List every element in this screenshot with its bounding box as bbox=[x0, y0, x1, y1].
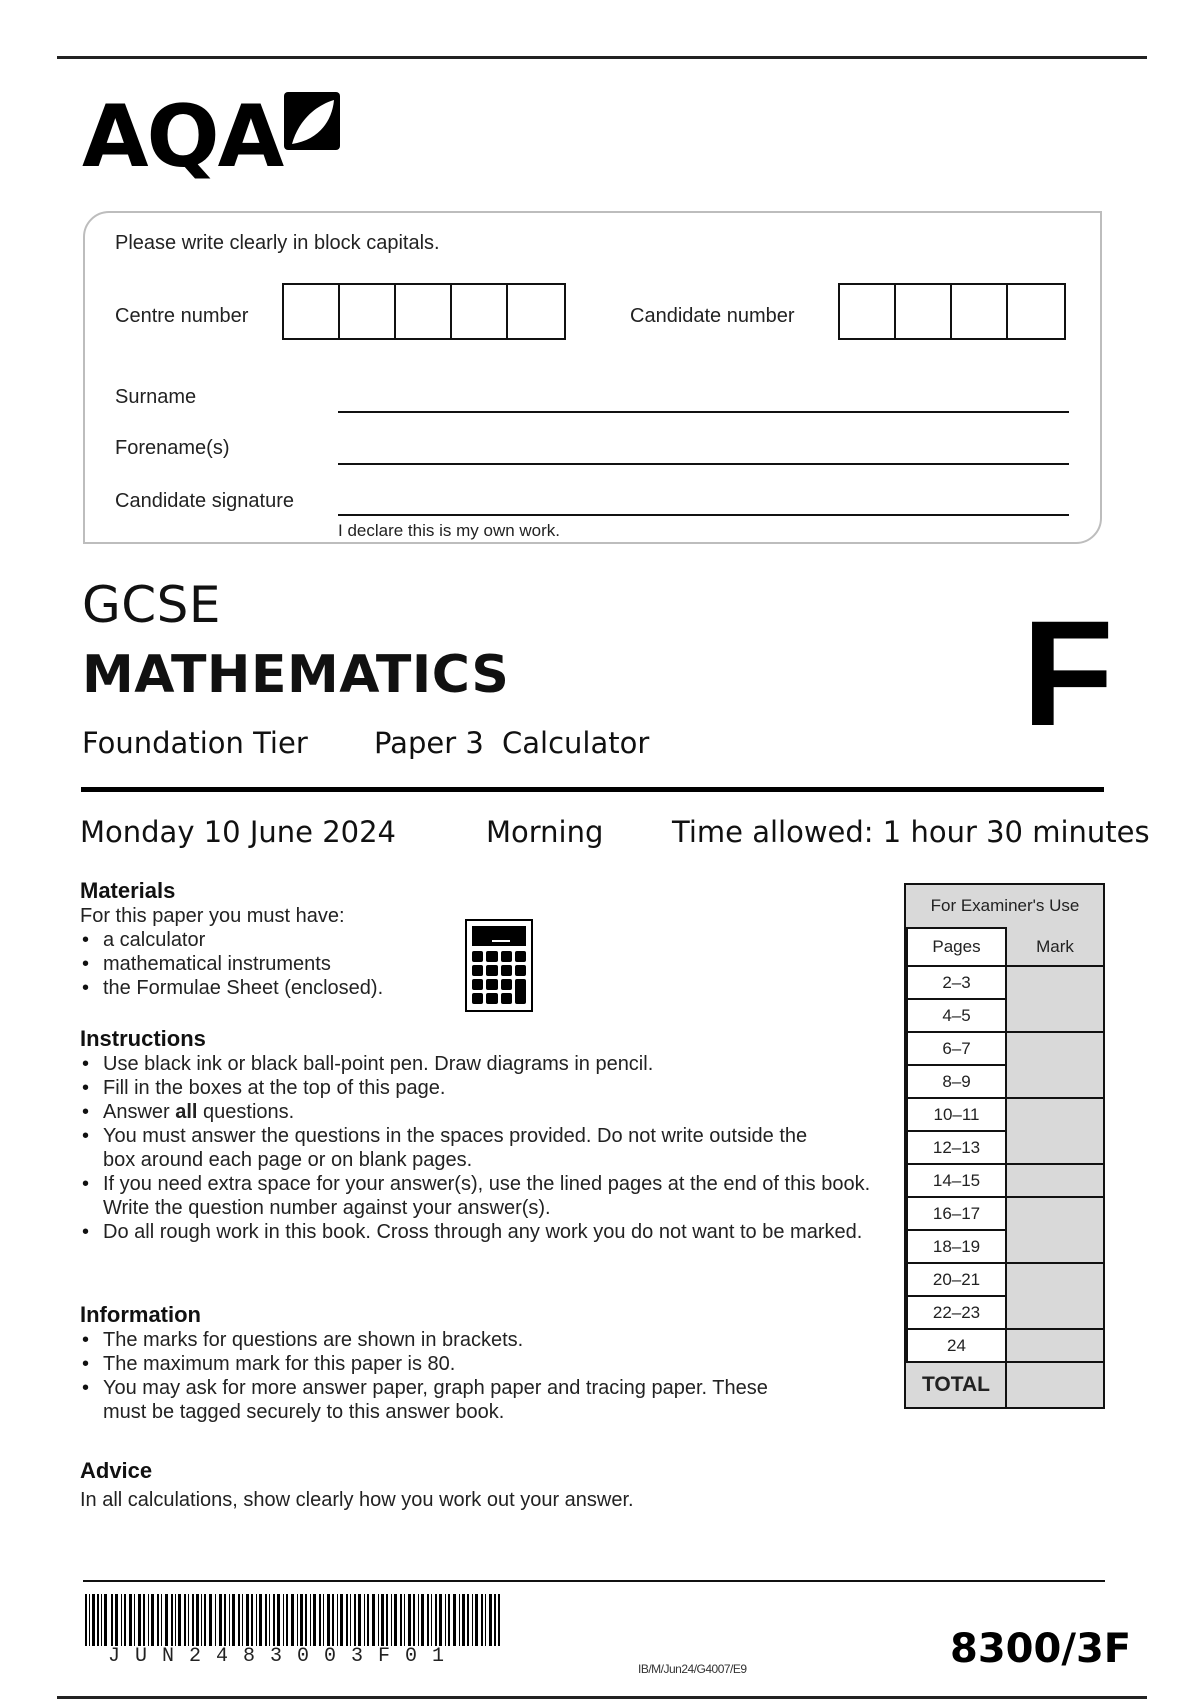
information-item: • The maximum mark for this paper is 80. bbox=[80, 1352, 880, 1376]
instruction-item: • Answer all questions. bbox=[80, 1100, 880, 1124]
forenames-field[interactable] bbox=[338, 463, 1069, 465]
candidate-number-field[interactable] bbox=[838, 283, 1066, 340]
document-reference: IB/M/Jun24/G4007/E9 bbox=[638, 1662, 747, 1676]
instruction-item: • If you need extra space for your answer(s), use the lined pages at the end of this book. Write the question number against your answer(s). bbox=[80, 1172, 893, 1220]
pages-cell: 16–17 bbox=[907, 1197, 1006, 1230]
materials-list bbox=[80, 928, 500, 1000]
instructions-heading: Instructions bbox=[80, 1026, 206, 1051]
paper-label: Paper 3 bbox=[374, 726, 484, 760]
mark-cell[interactable] bbox=[1006, 1032, 1103, 1098]
candidate-number-digit-box[interactable] bbox=[952, 285, 1008, 338]
exam-session: Morning bbox=[486, 815, 604, 849]
top-rule bbox=[57, 56, 1147, 59]
time-allowed: Time allowed: 1 hour 30 minutes bbox=[672, 815, 1150, 849]
qualification-title: GCSE bbox=[82, 576, 221, 634]
pages-cell: 24 bbox=[907, 1329, 1006, 1362]
centre-number-digit-box[interactable] bbox=[340, 285, 396, 338]
materials-heading: Materials bbox=[80, 878, 176, 903]
materials-section bbox=[80, 878, 500, 1000]
paper-code: 8300/3F bbox=[950, 1626, 1132, 1672]
brand-name: AQA bbox=[82, 87, 283, 187]
information-item: • You may ask for more answer paper, graph paper and tracing paper. These must be tagged securely to this answer book. bbox=[80, 1376, 803, 1424]
forenames-label: Forename(s) bbox=[115, 437, 230, 459]
footer-rule bbox=[83, 1580, 1105, 1582]
title-divider bbox=[81, 787, 1104, 792]
pages-column-header: Pages bbox=[907, 928, 1006, 966]
tier-letter: F bbox=[1022, 589, 1114, 757]
pages-cell: 20–21 bbox=[907, 1263, 1006, 1296]
pages-cell: 18–19 bbox=[907, 1230, 1006, 1263]
signature-label: Candidate signature bbox=[115, 490, 295, 512]
materials-item: • mathematical instruments bbox=[80, 952, 500, 976]
pages-cell: 14–15 bbox=[907, 1164, 1006, 1197]
instruction-item: • Use black ink or black ball-point pen. Draw diagrams in pencil. bbox=[80, 1052, 880, 1076]
instruction-item: • You must answer the questions in the spaces provided. Do not write outside the box around each page or on blank pages. bbox=[80, 1124, 823, 1172]
centre-number-digit-box[interactable] bbox=[452, 285, 508, 338]
bottom-edge-rule bbox=[57, 1696, 1147, 1699]
centre-number-field[interactable] bbox=[282, 283, 566, 340]
tier-label: Foundation Tier bbox=[82, 726, 308, 760]
candidate-number-label: Candidate number bbox=[630, 305, 795, 327]
pages-cell: 4–5 bbox=[907, 999, 1006, 1032]
pages-cell: 10–11 bbox=[907, 1098, 1006, 1131]
barcode-icon bbox=[85, 1594, 500, 1646]
materials-intro: For this paper you must have: bbox=[80, 905, 345, 927]
pages-cell: 2–3 bbox=[907, 966, 1006, 999]
instructions-section bbox=[80, 1026, 880, 1244]
pages-cell: 12–13 bbox=[907, 1131, 1006, 1164]
centre-number-digit-box[interactable] bbox=[396, 285, 452, 338]
calculator-label: Calculator bbox=[502, 726, 650, 760]
advice-heading: Advice bbox=[80, 1458, 153, 1483]
instruction-item: • Do all rough work in this book. Cross through any work you do not want to be marked. bbox=[80, 1220, 883, 1244]
pages-cell: 8–9 bbox=[907, 1065, 1006, 1098]
aqa-logo bbox=[82, 88, 347, 188]
mark-cell[interactable] bbox=[1006, 1098, 1103, 1164]
materials-item: • the Formulae Sheet (enclosed). bbox=[80, 976, 500, 1000]
pages-cell: 6–7 bbox=[907, 1032, 1006, 1065]
information-heading: Information bbox=[80, 1302, 201, 1327]
block-capitals-instruction: Please write clearly in block capitals. bbox=[115, 232, 440, 254]
materials-item: • a calculator bbox=[80, 928, 500, 952]
information-section bbox=[80, 1302, 880, 1424]
candidate-number-digit-box[interactable] bbox=[896, 285, 952, 338]
subject-title: MATHEMATICS bbox=[82, 645, 510, 705]
surname-field[interactable] bbox=[338, 411, 1069, 413]
declaration-text: I declare this is my own work. bbox=[338, 521, 561, 540]
calculator-icon bbox=[465, 919, 533, 1012]
aqa-leaf-logo-icon bbox=[284, 92, 340, 150]
centre-number-label: Centre number bbox=[115, 305, 249, 327]
mark-cell[interactable] bbox=[1006, 1197, 1103, 1263]
mark-cell[interactable] bbox=[1006, 966, 1103, 1032]
signature-field[interactable] bbox=[338, 514, 1069, 516]
exam-date: Monday 10 June 2024 bbox=[80, 815, 396, 849]
examiner-use-table bbox=[904, 883, 1105, 1409]
advice-text: In all calculations, show clearly how you work out your answer. bbox=[80, 1489, 634, 1511]
mark-cell[interactable] bbox=[1006, 1329, 1103, 1362]
centre-number-digit-box[interactable] bbox=[508, 285, 564, 338]
barcode-text: JUN2483003F01 bbox=[108, 1645, 460, 1668]
candidate-number-digit-box[interactable] bbox=[1008, 285, 1064, 338]
mark-cell[interactable] bbox=[1006, 1263, 1103, 1329]
pages-cell: 22–23 bbox=[907, 1296, 1006, 1329]
information-list bbox=[80, 1328, 880, 1424]
candidate-number-digit-box[interactable] bbox=[840, 285, 896, 338]
information-item: • The marks for questions are shown in brackets. bbox=[80, 1328, 880, 1352]
mark-column-header: Mark bbox=[1006, 928, 1103, 966]
advice-section bbox=[80, 1458, 880, 1512]
examiner-table-title: For Examiner's Use bbox=[930, 896, 1080, 915]
centre-number-digit-box[interactable] bbox=[284, 285, 340, 338]
total-mark-cell[interactable] bbox=[1006, 1362, 1103, 1407]
surname-label: Surname bbox=[115, 386, 197, 408]
instructions-list bbox=[80, 1052, 880, 1244]
instruction-item: • Fill in the boxes at the top of this page. bbox=[80, 1076, 880, 1100]
total-label: TOTAL bbox=[907, 1362, 1006, 1407]
mark-cell[interactable] bbox=[1006, 1164, 1103, 1197]
